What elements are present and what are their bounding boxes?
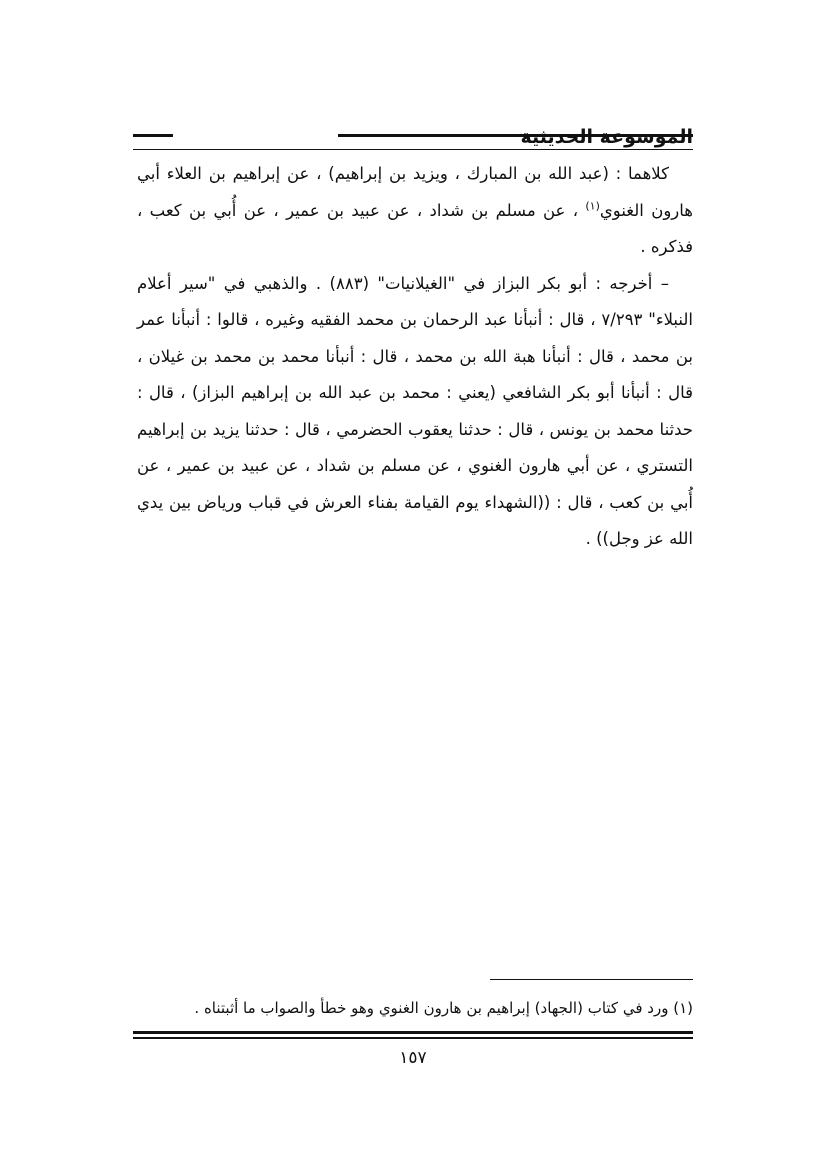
- running-header: [133, 122, 693, 152]
- header-rule: [133, 134, 173, 137]
- header-title: الموسوعة الحديثية: [520, 126, 693, 148]
- footnote-reference[interactable]: (١): [585, 199, 600, 212]
- footer-rule: [133, 1037, 693, 1039]
- footnote: (١) ورد في كتاب (الجهاد) إبراهيم بن هارون الغنوي وهو خطأ والصواب ما أثبتناه .: [194, 999, 693, 1017]
- paragraph-2: – أخرجه : أبو بكر البزاز في "الغيلانيات" (٨٨٣) . والذهبي في "سير أعلام النبلاء" ٧/٢٩٣ ، قال : أنبأنا عبد الرحمان بن محمد الفقيه وغيره ، قالوا : أنبأنا عمر بن محمد ، قال : أنبأنا هبة الله بن محمد ، قال : أنبأنا محمد بن محمد بن غيلان ، قال : أنبأنا أبو بكر الشافعي (يعني : محمد بن عبد الله بن إبراهيم البزاز) ، قال : حدثنا محمد بن يونس ، قال : حدثنا يعقوب الحضرمي ، قال : حدثنا يزيد بن إبراهيم التستري ، عن أبي هارون الغنوي ، عن مسلم بن شداد ، عن عبيد بن عمير ، عن أُبي بن كعب ، قال : ((الشهداء يوم القيامة بفناء العرش في قباب ورياض بين يدي الله عز وجل)) .: [137, 273, 693, 548]
- paragraph-1-text-a: كلاهما : (عبد الله بن المبارك ، ويزيد بن إبراهيم) ، عن إبراهيم بن العلاء أبي هارون الغنوي: [137, 164, 693, 220]
- header-underline: [133, 149, 693, 150]
- footnote-separator: [490, 979, 693, 980]
- main-text: [137, 156, 693, 558]
- page-number: ١٥٧: [399, 1048, 427, 1068]
- paragraph-1: [137, 156, 693, 266]
- footer-rule: [133, 1031, 693, 1034]
- paragraph-1-text-b: ، عن مسلم بن شداد ، عن عبيد بن عمير ، عن أُبي بن كعب ، فذكره .: [137, 200, 693, 256]
